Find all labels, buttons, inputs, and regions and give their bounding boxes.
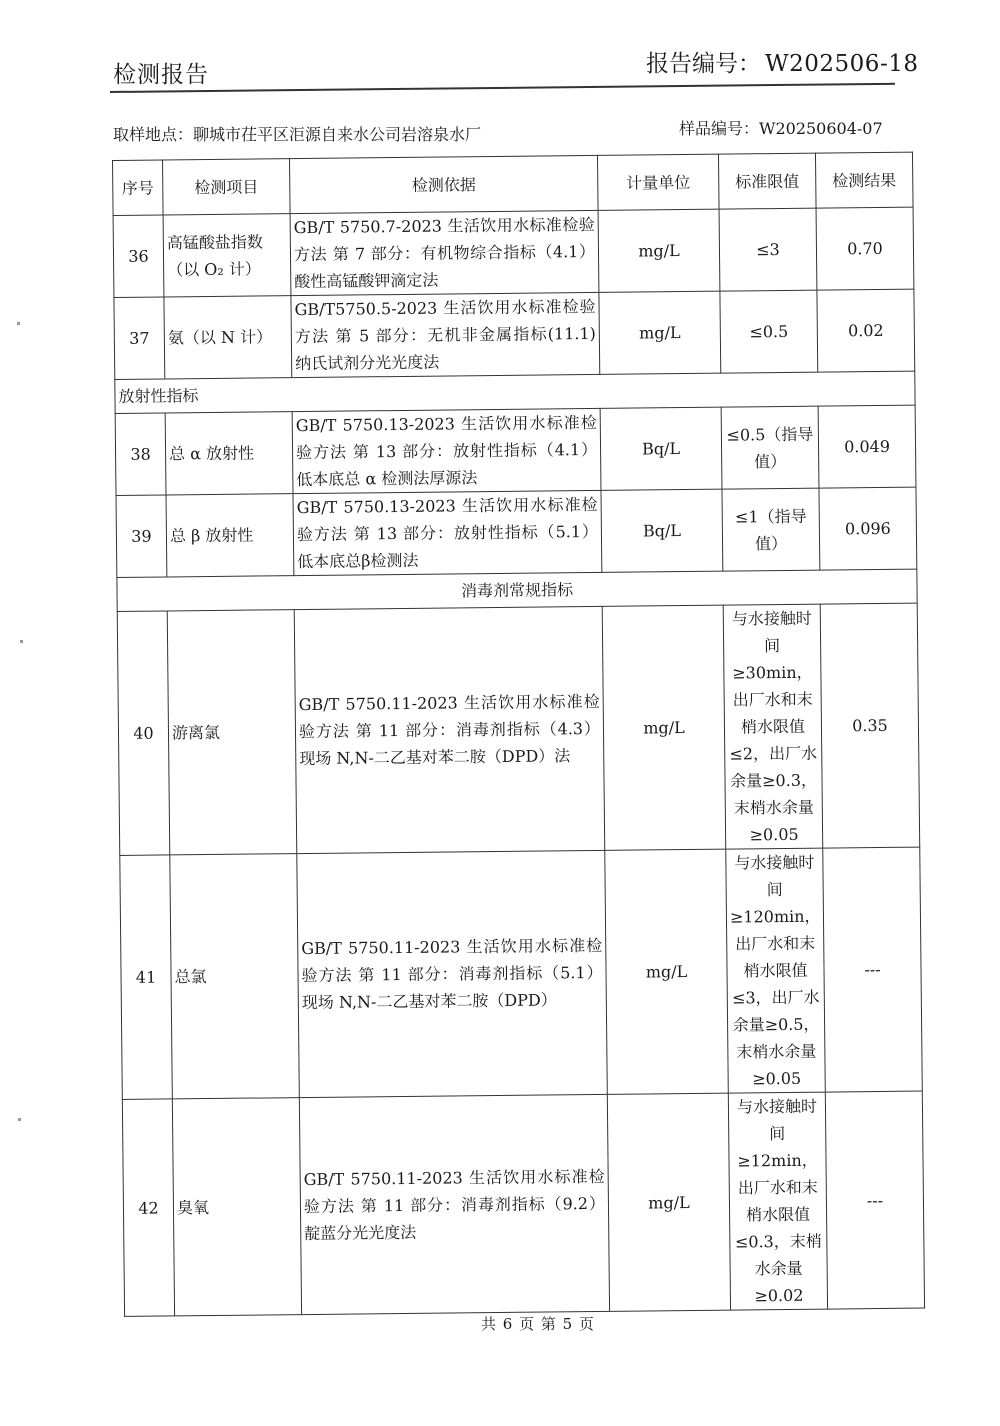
row-result: 0.096: [819, 487, 917, 570]
table-row: [122, 1091, 924, 1316]
row-item: 总 β 放射性: [166, 494, 294, 577]
results-table: [112, 152, 925, 1317]
row-item: 臭氧: [172, 1098, 301, 1316]
row-item: 总氯: [170, 854, 300, 1099]
table-row: [117, 603, 920, 855]
report-number-label: 报告编号：: [646, 51, 761, 77]
row-no: 42: [122, 1099, 174, 1317]
row-item: 高锰酸盐指数（以 O₂ 计）: [163, 214, 291, 297]
row-result: 0.35: [820, 603, 920, 848]
section-disinfectant: 消毒剂常规指标: [117, 569, 917, 611]
row-result: ---: [823, 847, 923, 1092]
table-row: [114, 289, 915, 379]
table-header-row: [113, 152, 914, 215]
row-item: 氨（以 N 计）: [164, 296, 292, 379]
row-no: 37: [114, 297, 165, 380]
table-row: [115, 405, 916, 495]
section-radioactive: 放射性指标: [115, 371, 915, 413]
header-result: 检测结果: [815, 152, 913, 208]
row-limit: 与水接触时间≥120min，出厂水和末梢水限值≤3，出厂水余量≥0.5，末梢水余量≥0.05: [726, 848, 826, 1093]
row-basis: GB/T 5750.11-2023 生活饮用水标准检验方法 第 11 部分：消毒剂指标（5.1）现场 N,N-二乙基对苯二胺（DPD）: [297, 850, 608, 1097]
row-item: 游离氯: [167, 610, 297, 855]
sampling-site-value: 聊城市茌平区洰源自来水公司岩溶泉水厂: [193, 125, 482, 144]
row-basis: GB/T 5750.7-2023 生活饮用水标准检验方法 第 7 部分：有机物综合指标（4.1）酸性高锰酸钾滴定法: [290, 210, 599, 295]
row-unit: mg/L: [602, 605, 726, 850]
row-item: 总 α 放射性: [165, 412, 293, 495]
row-unit: mg/L: [599, 291, 721, 374]
table-row: [116, 487, 917, 577]
row-limit: 与水接触时间≥30min，出厂水和末梢水限值≤2，出厂水余量≥0.3，末梢水余量≥0.05: [723, 604, 823, 849]
row-unit: Bq/L: [600, 407, 722, 490]
row-unit: mg/L: [598, 209, 720, 292]
row-no: 41: [120, 855, 173, 1100]
table-row: [113, 207, 914, 297]
row-result: 0.70: [816, 207, 914, 290]
row-no: 38: [115, 413, 166, 496]
row-result: 0.02: [817, 289, 915, 372]
row-basis: GB/T 5750.11-2023 生活饮用水标准检验方法 第 11 部分：消毒剂指标（9.2）靛蓝分光光度法: [299, 1094, 609, 1314]
header-limit: 标准限值: [718, 153, 816, 209]
row-limit: ≤0.5: [720, 290, 818, 373]
sample-number: [679, 116, 883, 139]
page-counter: 共 6 页 第 5 页: [481, 1315, 595, 1333]
row-basis: GB/T 5750.13-2023 生活饮用水标准检验方法 第 13 部分：放射性指标（4.1）低本底总 α 检测法厚源法: [292, 408, 601, 493]
row-unit: mg/L: [605, 849, 729, 1094]
header-no: 序号: [113, 160, 164, 216]
row-basis: GB/T5750.5-2023 生活饮用水标准检验方法 第 5 部分：无机非金属指标(11.1) 纳氏试剂分光光度法: [291, 292, 600, 377]
sampling-site-label: 取样地点：: [113, 125, 194, 144]
row-unit: mg/L: [607, 1093, 730, 1311]
report-number-value: W202506-18: [765, 51, 919, 77]
report-title: 检测报告: [113, 62, 209, 88]
row-result: ---: [825, 1091, 924, 1309]
row-limit: 与水接触时间≥12min，出厂水和末梢水限值≤0.3，末梢水余量≥0.02: [728, 1092, 827, 1310]
header-unit: 计量单位: [597, 154, 719, 210]
row-basis: GB/T 5750.13-2023 生活饮用水标准检验方法 第 13 部分：放射性指标（5.1）低本底总β检测法: [293, 490, 602, 575]
row-no: 39: [116, 495, 167, 578]
row-result: 0.049: [818, 405, 916, 488]
sample-number-label: 样品编号：: [679, 119, 760, 138]
row-basis: GB/T 5750.11-2023 生活饮用水标准检验方法 第 11 部分：消毒剂指标（4.3）现场 N,N-二乙基对苯二胺（DPD）法: [294, 606, 605, 853]
table-row: [120, 847, 923, 1099]
row-unit: Bq/L: [601, 489, 723, 572]
row-no: 36: [113, 215, 164, 298]
scan-speck: [18, 1118, 21, 1121]
row-limit: ≤0.5（指导值）: [721, 406, 819, 489]
row-limit: ≤1（指导值）: [722, 488, 820, 571]
row-limit: ≤3: [719, 208, 817, 291]
sampling-site: [113, 122, 481, 145]
header-divider: [110, 83, 895, 93]
scan-speck: [20, 640, 23, 643]
scan-speck: [17, 322, 20, 325]
report-number: [646, 45, 918, 78]
header-basis: 检测依据: [289, 155, 598, 213]
row-no: 40: [117, 611, 170, 856]
header-item: 检测项目: [163, 159, 291, 215]
sample-number-value: W20250604-07: [759, 119, 883, 138]
